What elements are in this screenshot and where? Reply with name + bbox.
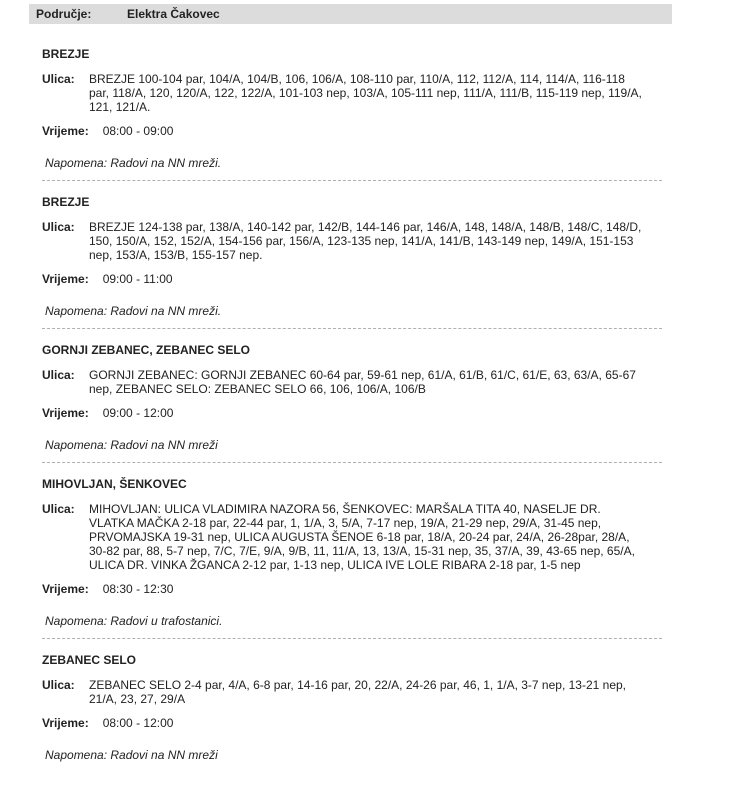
- street-label: Ulica:: [42, 368, 75, 382]
- street-label: Ulica:: [42, 678, 75, 692]
- outage-entry: [42, 638, 662, 772]
- outage-entry: [42, 462, 662, 638]
- entry-note: Napomena: Radovi u trafostanici.: [45, 614, 223, 628]
- outage-list: [42, 47, 662, 772]
- entry-note: Napomena: Radovi na NN mreži.: [45, 156, 222, 170]
- time-value: 08:00 - 09:00: [102, 124, 174, 138]
- time-row: [42, 582, 662, 596]
- time-label: Vrijeme:: [42, 272, 89, 286]
- street-label: Ulica:: [42, 220, 75, 234]
- entry-note: Napomena: Radovi na NN mreži: [45, 438, 218, 452]
- entry-note: Napomena: Radovi na NN mreži.: [45, 304, 222, 318]
- street-row: [42, 678, 662, 706]
- street-value: BREZJE 124-138 par, 138/A, 140-142 par, 142/B, 144-146 par, 146/A, 148, 148/A, 148/B, 148/C, 148/D, 150, 150/A, 152, 152/A, 154-156 par, 156/A, 123-135 nep, 141/A, 141/B, 143-149 nep, 149/A, 151-153 nep, 153/A, 153/B, 155-157 nep.: [89, 220, 642, 262]
- street-value: MIHOVLJAN: ULICA VLADIMIRA NAZORA 56, ŠENKOVEC: MARŠALA TITA 40, NASELJE DR. VLATKA MAČKA 2-18 par, 22-44 par, 1, 1/A, 3, 5/A, 7-17 nep, 19/A, 21-29 nep, 29/A, 31-45 nep, PRVOMAJSKA 19-31 nep, ULICA AUGUSTA ŠENOE 6-18 par, 18/A, 20-24 par, 24/A, 26-28par, 28/A, 30-82 par, 88, 5-7 nep, 7/C, 7/E, 9/A, 9/B, 11, 11/A, 13, 13/A, 15-31 nep, 35, 37/A, 39, 43-65 nep, 65/A, ULICA DR. VINKA ŽGANCA 2-12 par, 1-13 nep, ULICA IVE LOLE RIBARA 2-18 par, 1-5 nep: [89, 502, 635, 572]
- time-row: [42, 124, 662, 138]
- area-value: Elektra Čakovec: [127, 7, 220, 21]
- entry-title: MIHOVLJAN, ŠENKOVEC: [42, 477, 187, 491]
- time-value: 08:00 - 12:00: [102, 716, 174, 730]
- street-row: [42, 502, 662, 572]
- time-row: [42, 406, 662, 420]
- time-label: Vrijeme:: [42, 406, 89, 420]
- street-row: [42, 368, 662, 396]
- time-row: [42, 272, 662, 286]
- entry-note: Napomena: Radovi na NN mreži: [45, 748, 218, 762]
- area-header: [29, 4, 672, 24]
- street-value: GORNJI ZEBANEC: GORNJI ZEBANEC 60-64 par, 59-61 nep, 61/A, 61/B, 61/C, 61/E, 63, 63/A, 65-67 nep, ZEBANEC SELO: ZEBANEC SELO 66, 106, 106/A, 106/B: [89, 368, 636, 396]
- street-value: ZEBANEC SELO 2-4 par, 4/A, 6-8 par, 14-16 par, 20, 22/A, 24-26 par, 46, 1, 1/A, 3-7 nep, 13-21 nep, 21/A, 23, 27, 29/A: [89, 678, 626, 706]
- street-value: BREZJE 100-104 par, 104/A, 104/B, 106, 106/A, 108-110 par, 110/A, 112, 112/A, 114, 114/A, 116-118 par, 118/A, 120, 120/A, 122, 122/A, 101-103 nep, 103/A, 105-111 nep, 111/A, 111/B, 115-119 nep, 119/A, 121, 121/A.: [89, 72, 642, 114]
- time-label: Vrijeme:: [42, 124, 89, 138]
- entry-title: GORNJI ZEBANEC, ZEBANEC SELO: [42, 343, 251, 357]
- outage-entry: [42, 328, 662, 462]
- area-label: Područje:: [36, 7, 92, 21]
- outage-entry: [42, 180, 662, 328]
- entry-title: ZEBANEC SELO: [42, 653, 137, 667]
- street-row: [42, 220, 662, 262]
- time-label: Vrijeme:: [42, 582, 89, 596]
- entry-title: BREZJE: [42, 195, 90, 209]
- time-value: 09:00 - 12:00: [102, 406, 174, 420]
- time-value: 08:30 - 12:30: [102, 582, 174, 596]
- street-row: [42, 72, 662, 114]
- street-label: Ulica:: [42, 72, 75, 86]
- time-label: Vrijeme:: [42, 716, 89, 730]
- street-label: Ulica:: [42, 502, 75, 516]
- time-row: [42, 716, 662, 730]
- time-value: 09:00 - 11:00: [102, 272, 173, 286]
- entry-title: BREZJE: [42, 47, 90, 61]
- outage-entry: [42, 47, 662, 180]
